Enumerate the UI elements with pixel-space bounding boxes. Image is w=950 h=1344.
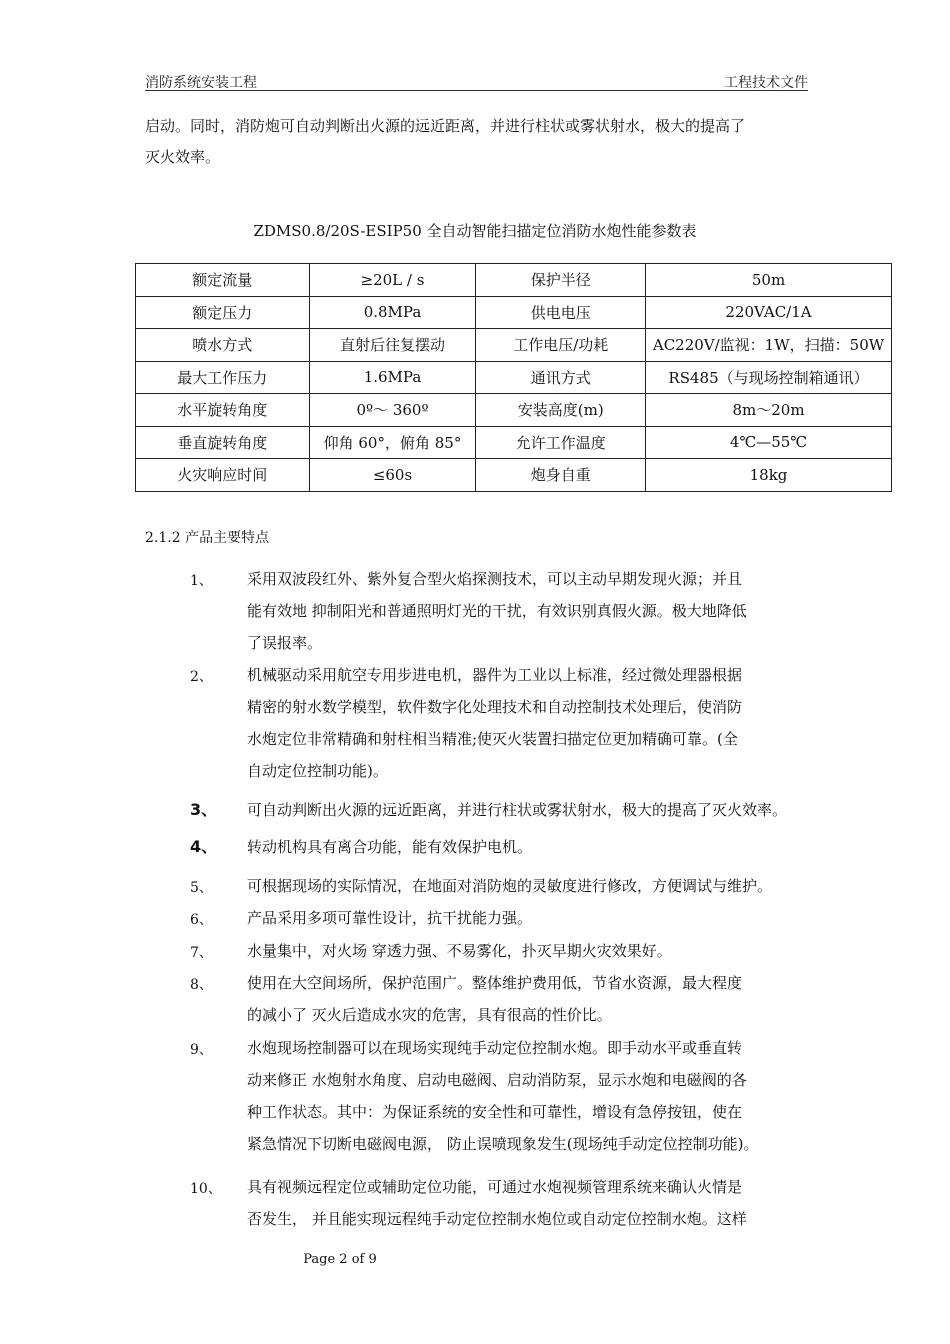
table-cell: 最大工作压力	[136, 361, 310, 394]
list-item-line: 使用在大空间场所，保护范围广。整体维护费用低，节省水资源，最大程度	[247, 974, 743, 992]
list-item-line: 种工作状态。其中：为保证系统的安全性和可靠性，增设有急停按钮，使在	[247, 1103, 743, 1121]
table-cell: 通讯方式	[476, 361, 646, 394]
list-item-line: 机械驱动采用航空专用步进电机，器件为工业以上标准，经过微处理器根据	[247, 666, 743, 684]
table-cell: 额定流量	[136, 264, 310, 297]
list-item-line: 水量集中，对火场 穿透力强、不易雾化，扑灭早期火灾效果好。	[247, 942, 672, 960]
table-row	[136, 296, 892, 329]
header-left: 消防系统安装工程	[145, 75, 257, 91]
table-cell: 1.6MPa	[309, 361, 476, 394]
table-row	[136, 394, 892, 427]
list-item-number: 3、	[190, 800, 218, 819]
list-item-line: 可自动判断出火源的远近距离，并进行柱状或雾状射水，极大的提高了灭火效率。	[247, 801, 788, 819]
table-row	[136, 426, 892, 459]
table-row	[136, 361, 892, 394]
list-item-text	[247, 1032, 817, 1160]
list-item-text	[247, 935, 817, 967]
list-item-line: 精密的射水数学模型，软件数字化处理技术和自动控制技术处理后，使消防	[247, 698, 743, 716]
list-item-line: 可根据现场的实际情况，在地面对消防炮的灵敏度进行修改，方便调试与维护。	[247, 877, 773, 895]
table-cell: 0.8MPa	[309, 296, 476, 329]
list-item-line: 紧急情况下切断电磁阀电源， 防止误喷现象发生(现场纯手动定位控制功能)。	[247, 1135, 759, 1153]
list-item-text	[247, 902, 817, 934]
table-cell: 额定压力	[136, 296, 310, 329]
table-row	[136, 264, 892, 297]
table-cell: 火灾响应时间	[136, 459, 310, 492]
spec-table	[135, 263, 892, 492]
header-rule	[145, 90, 808, 91]
list-item-text	[247, 794, 817, 826]
intro-line: 启动。同时，消防炮可自动判断出火源的远近距离，并进行柱状或雾状射水，极大的提高了	[145, 117, 746, 135]
list-item-line: 自动定位控制功能)。	[247, 762, 388, 780]
list-item-line: 转动机构具有离合功能，能有效保护电机。	[247, 838, 533, 856]
list-item-line: 的减小了 灭火后造成水灾的危害，具有很高的性价比。	[247, 1006, 612, 1024]
list-item-line: 采用双波段红外、紫外复合型火焰探测技术，可以主动早期发现火源；并且	[247, 570, 743, 588]
list-item-line: 水炮现场控制器可以在现场实现纯手动定位控制水炮。即手动水平或垂直转	[247, 1039, 743, 1057]
list-item-line: 能有效地 抑制阳光和普通照明灯光的干扰，有效识别真假火源。极大地降低	[247, 602, 747, 620]
intro-line: 灭火效率。	[145, 148, 221, 166]
table-cell: 安装高度(m)	[476, 394, 646, 427]
list-item-text	[247, 659, 817, 787]
table-cell: ≥20L / s	[309, 264, 476, 297]
table-cell: 垂直旋转角度	[136, 426, 310, 459]
table-cell: 喷水方式	[136, 329, 310, 362]
table-cell: 0º～ 360º	[309, 394, 476, 427]
list-item-line: 动来修正 水炮射水角度、启动电磁阀、启动消防泵，显示水炮和电磁阀的各	[247, 1071, 747, 1089]
list-item-text	[247, 831, 817, 863]
table-cell: 直射后往复摆动	[309, 329, 476, 362]
list-item-number: 10、	[190, 1181, 222, 1197]
list-item-number: 5、	[190, 880, 213, 896]
list-item-line: 否发生， 并且能实现远程纯手动定位控制水炮位或自动定位控制水炮。这样	[247, 1210, 747, 1228]
table-cell: 炮身自重	[476, 459, 646, 492]
list-item-number: 6、	[190, 912, 213, 928]
table-caption: ZDMS0.8/20S-ESIP50 全自动智能扫描定位消防水炮性能参数表	[253, 222, 697, 240]
list-item-text	[247, 1171, 817, 1235]
table-row	[136, 329, 892, 362]
table-cell: 保护半径	[476, 264, 646, 297]
table-cell: 8m～20m	[646, 394, 892, 427]
list-item-text	[247, 967, 817, 1031]
table-cell: 仰角 60°，俯角 85°	[309, 426, 476, 459]
list-item-text	[247, 870, 817, 902]
table-cell: 50m	[646, 264, 892, 297]
header-right: 工程技术文件	[724, 75, 808, 91]
list-item-number: 2、	[190, 669, 213, 685]
table-cell: AC220V/监视：1W，扫描：50W	[646, 329, 892, 362]
list-item-number: 8、	[190, 977, 213, 993]
table-cell: 允许工作温度	[476, 426, 646, 459]
list-item-text	[247, 563, 817, 659]
page-footer: Page 2 of 9	[303, 1252, 377, 1267]
table-cell: 工作电压/功耗	[476, 329, 646, 362]
table-cell: ≤60s	[309, 459, 476, 492]
list-item-number: 1、	[190, 573, 213, 589]
list-item-line: 具有视频远程定位或辅助定位功能，可通过水炮视频管理系统来确认火情是	[247, 1178, 743, 1196]
table-row	[136, 459, 892, 492]
table-cell: 18kg	[646, 459, 892, 492]
list-item-number: 7、	[190, 945, 213, 961]
section-title: 2.1.2 产品主要特点	[145, 530, 270, 546]
list-item-line: 了误报率。	[247, 634, 323, 652]
table-cell: 水平旋转角度	[136, 394, 310, 427]
list-item-number: 9、	[190, 1042, 213, 1058]
table-cell: 220VAC/1A	[646, 296, 892, 329]
table-cell: 供电电压	[476, 296, 646, 329]
list-item-number: 4、	[190, 837, 218, 856]
table-cell: 4℃—55℃	[646, 426, 892, 459]
table-cell: RS485（与现场控制箱通讯）	[646, 361, 892, 394]
list-item-line: 产品采用多项可靠性设计，抗干扰能力强。	[247, 909, 533, 927]
list-item-line: 水炮定位非常精确和射柱相当精准;使灭火装置扫描定位更加精确可靠。(全	[247, 730, 738, 748]
